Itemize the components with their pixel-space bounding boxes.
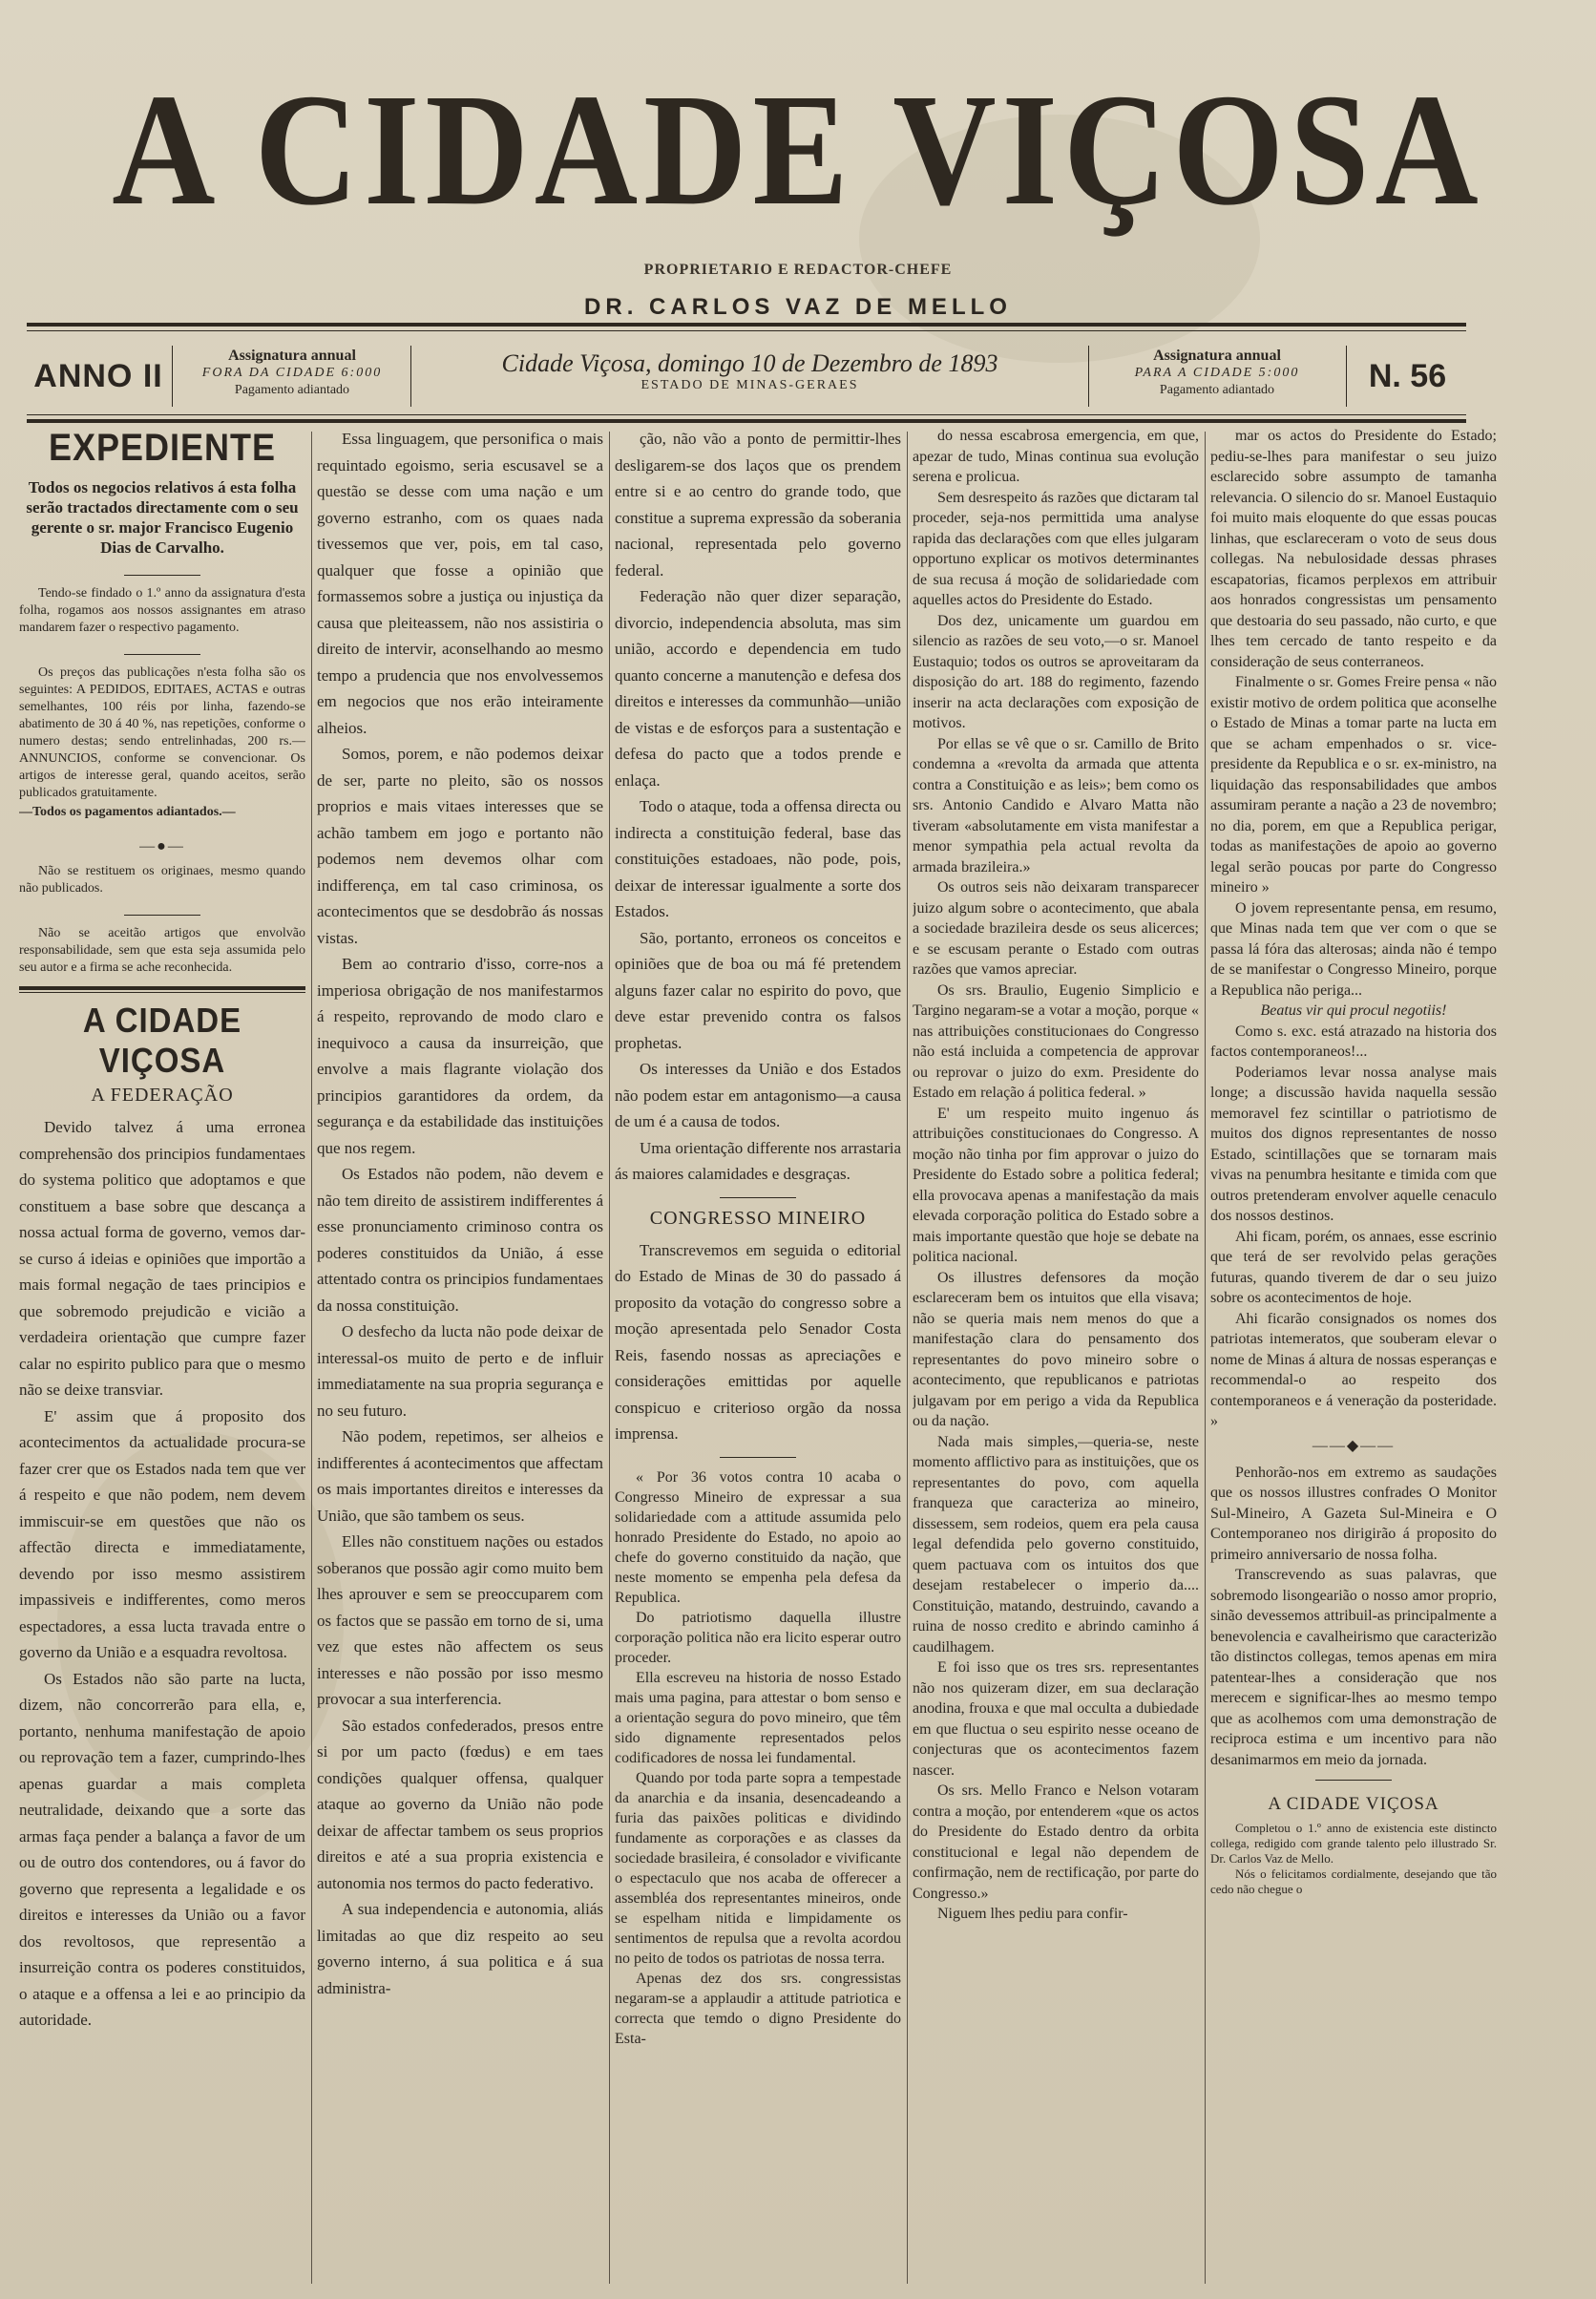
dateline xyxy=(413,342,1086,411)
subscription-outside-title: Assignatura annual xyxy=(228,348,356,364)
article-paragraph: São estados confederados, presos entre si por um pacto (fœdus) e em taes condições qualquer offensa, qualquer ataque ao governo da União não pode deixar de affectar tambem os seus proprios direitos e até a sua propria existencia e autonomia nos termos do pacto federativo. xyxy=(317,1716,603,1892)
column-4 xyxy=(913,426,1199,2288)
expediente-articles: Não se aceitão artigos que envolvão responsabilidade, sem que esta seja assumida pelo seu autor e a firma se ache reconhecida. xyxy=(19,926,305,975)
column-2 xyxy=(317,426,603,2288)
quoted-paragraph: Finalmente o sr. Gomes Freire pensa « não existir motivo de ordem politica que aconselhe o Estado de Minas a tomar parte na lucta em que se acham empenhados o sr. vice-presidente da Republica e o sr. ex-ministro, na liquidação das responsabilidades que ambos assumiram perante a nação a 23 de novembro; no dia, porem, em que a Republica perigar, todas as manifestações de apoio ao governo legal serão poucas por parte do Congresso mineiro » xyxy=(1210,674,1497,896)
masthead-editor: DR. CARLOS VAZ DE MELLO xyxy=(584,294,1012,320)
subscription-outside-price: FORA DA CIDADE 6:000 xyxy=(201,366,383,380)
quoted-paragraph: Nada mais simples,—queria-se, neste momento afflictivo para as instituições, que os representantes do povo, com aquella franqueza que caracteriza ao mineiro, dissessem, sem rodeios, quem era pela causa legal defendida pelo governo constituido, quem pactuava com os intuitos dos que desejam restabelecer o imperio da.... Constituição, matando, destruindo, cavando a ruina de nosso credito e abrindo caminho á caudilhagem. xyxy=(913,1433,1199,1656)
article-paragraph: Penhorão-nos em extremo as saudações que os nossos illustres confrades O Monitor Sul-Mineiro, A Gazeta Sul-Mineira e O Contemporaneo nos dirigirão á proposito do primeiro anniversario de nossa folha. xyxy=(1210,1464,1497,1563)
info-divider xyxy=(1088,346,1089,407)
article-paragraph: Transcrevendo as suas palavras, que sobremodo lisongearião o nosso amor proprio, sinão devessemos attribuil-as principalmente a benevolencia e cavalheirismo que caracterizão tão distinctos collegas, temos apenas em mira patentear-lhes a consideração que nos merecem e significar-lhes ao mesmo tempo que as acolhemos com uma demonstração de reciproca estima e um incentivo para não desanimarmos em meio da jornada. xyxy=(1210,1567,1497,1768)
header-rule-bottom xyxy=(27,419,1466,423)
header-rule-top xyxy=(27,323,1466,327)
dateline-state: ESTADO DE MINAS-GERAES xyxy=(640,378,859,392)
article-paragraph: A sua independencia e autonomia, aliás limitadas ao que diz respeito ao seu governo interno, á sua politica e á sua administra- xyxy=(317,1900,603,1997)
article-paragraph: São, portanto, erroneos os conceitos e opiniões que de boa ou má fé pretendem alguns fazer calar no espirito do povo, que deve estar prevenido contra os falsos prophetas. xyxy=(615,928,901,1052)
closing-paragraph: Completou o 1.º anno de existencia este distincto collega, redigido com grande talento pelo illustrado Sr. Dr. Carlos Vaz de Mello. xyxy=(1210,1821,1497,1866)
subscription-outside xyxy=(178,342,407,411)
quoted-paragraph: Ahi ficarão consignados os nomes dos patriotas intemeratos, que souberam elevar o nome de Minas á altura de nossas esperanças e recommendal-o ao respeito dos contemporaneos e á veneração da posteridade. » xyxy=(1210,1310,1497,1429)
quoted-paragraph: Do patriotismo daquella illustre corporação politica não era licito esperar outro proceder. xyxy=(615,1609,901,1666)
dateline-date: Cidade Viçosa, domingo 10 de Dezembro de 1893 xyxy=(501,349,998,377)
quoted-paragraph: O jovem representante pensa, em resumo, que Minas nada tem que ver com o que se passa lá fóra das alterosas; ainda não é tempo de se manifestar o Congresso Mineiro, porque a Republica não periga... xyxy=(1210,899,1497,999)
quoted-paragraph: Apenas dez dos srs. congressistas negaram-se a applaudir a attitude patriotica e correcta que temdo o digno Presidente do Esta- xyxy=(615,1970,901,2047)
quoted-paragraph: mar os actos do Presidente do Estado; pediu-se-lhes para manifestar o seu juizo esclarecido sobre assumpto de tamanha relevancia. O silencio do sr. Manoel Eustaquio foi muito mais eloquente do que essas poucas linhas, que esclareceram o voto de seus dous collegas. Na nebulosidade dessas phrases escapatorias, ficamos perplexos em attribuir aos honrados congressistas um pensamento que destoaria do seu passado, não curto, e que lhes tem cercado de tanto respeito e da consideração de seus conterraneos. xyxy=(1210,428,1497,670)
article-paragraph: Uma orientação differente nos arrastaria ás maiores calamidades e desgraças. xyxy=(615,1138,901,1183)
article-paragraph: Essa linguagem, que personifica o mais requintado egoismo, seria escusavel se a questão se desse com uma nação e um governo estranho, com os quaes nada tivessemos que ver, pois, em tal caso, qualquer que fosse a opinião que formassemos sobre a justiça ou injustiça da causa que pleiteassem, não nos assistiria o direito de intervir, aconselhando ao mesmo tempo a prudencia que nos envolvessemos em negocios que nos erão inteiramente alheios. xyxy=(317,430,603,737)
quoted-paragraph: Os illustres defensores da moção esclareceram bem os intuitos que ella visava; não se queria mais nem menos do que a manifestação clara do pensamento dos representantes do povo mineiro sobre o acontecimento, que republicanos e patriotas julgavam por em perigo a vida da Republica ou da nação. xyxy=(913,1269,1199,1429)
column-1 xyxy=(19,426,305,2288)
quoted-paragraph: Os outros seis não deixaram transparecer juizo algum sobre o acontecimento, que abala a sociedade brazileira desde os seus alicerces; e se escusam perante o Estado com outras razões que vamos apreciar. xyxy=(913,879,1199,978)
header-rule-bottom-thin xyxy=(27,414,1466,415)
column-3 xyxy=(615,426,901,2288)
article-paragraph: Elles não constituem nações ou estados soberanos que possão agir como muito bem lhes aprouver e sem se preoccuparem com os factos que se passão em torno de si, uma vez que estes não affectem os seus interesses e não possão por isso mesmo provocar a sua interferencia. xyxy=(317,1532,603,1708)
article-paragraph: Os Estados não são parte na lucta, dizem, não concorrerão para ella, e, portanto, nenhuma manifestação de apoio ou reprovação tem a fazer, cumprindo-lhes apenas guardar a mais completa neutralidade, deixando que a sorte das armas faça pender a balança a favor de um ou de outro dos contendores, ou á favor do governo que representa a legalidade e os direitos e interesses da União ou a favor dos revoltosos, que representão a insurreição contra os poderes constituidos, o ataque e a offensa a lei e ao principio da autoridade. xyxy=(19,1669,305,2029)
quoted-paragraph: Ahi ficam, porém, os annaes, esse escrinio que terá de ser revolvido pelas gerações futuras, quando tiverem de dar o seu juizo sobre os acontecimentos de hoje. xyxy=(1210,1228,1497,1306)
columns xyxy=(19,426,1497,2288)
quoted-paragraph: Os srs. Braulio, Eugenio Simplicio e Targino negaram-se a votar a moção, porque « nas attribuições constitucionaes do Congresso não está incluida a competencia de approvar ou reprovar o juizo do exm. Presidente do Estado em relação á politica federal. » xyxy=(913,981,1199,1101)
closing-paragraph: Nós o felicitamos cordialmente, desejando que tão cedo não chegue o xyxy=(1210,1867,1497,1896)
expediente-heading: EXPEDIENTE xyxy=(48,426,277,469)
quoted-paragraph: Poderiamos levar nossa analyse mais longe; a discussão havida naquella sessão memoravel fez scintillar o patriotismo de muitos dos dignos representantes de nosso Estado, scintillações que se tornaram mais vivas na penumbra hesitante e timida com que outros pretenderam envolver aquelle cenaculo dos nossos destinos. xyxy=(1210,1064,1497,1224)
article-paragraph: Somos, porem, e não podemos deixar de ser, parte no pleito, são os nossos proprios e mais vitaes interesses que se achão tambem em jogo e portanto não podemos nem devemos olhar com indifferença, em tal caso criminosa, os acontecimentos que se desdobrão ás nossas vistas. xyxy=(317,745,603,947)
info-bar xyxy=(27,342,1466,411)
info-divider xyxy=(410,346,411,407)
divider xyxy=(1315,1780,1392,1781)
article-subhead-congresso: CONGRESSO MINEIRO xyxy=(649,1207,867,1229)
column-rule xyxy=(907,432,908,2284)
expediente-payments-text: —Todos os pagamentos adiantados.— xyxy=(19,805,236,819)
expediente-originals: Não se restituem os originaes, mesmo quando não publicados. xyxy=(19,864,305,896)
article-paragraph: Os Estados não podem, não devem e não tem direito de assistirem indifferentes á esse pronunciamento criminoso contra os poderes constituidos da União, á esse attentado contra os principios fundamentaes da nossa constituição. xyxy=(317,1165,603,1315)
article-paragraph: Não podem, repetimos, ser alheios e indifferentes á acontecimentos que affectam os mais importantes direitos e interesses da União, que são tambem os seus. xyxy=(317,1427,603,1525)
quoted-paragraph: Sem desrespeito ás razões que dictaram tal proceder, seja-nos permittida uma analyse rapida das declarações com que elles julgaram opportuno explicar os motivos determinantes de sua recusa á moção de solidariedade com aquelles actos do Presidente do Estado. xyxy=(913,489,1199,608)
article-paragraph: E' assim que á proposito dos acontecimentos da actualidade procura-se fazer crer que os Estados nada tem que ver á respeito e que não podem, nem devem immiscuir-se em questões que não os affectão directa e immediatamente, devendo por isso mesmo assistirem impassiveis e indifferentes, como meros espectadores, a essa lucta travada entre o governo da União e a esquadra revoltosa. xyxy=(19,1406,305,1661)
issue-number: N. 56 xyxy=(1368,358,1447,394)
quoted-paragraph: Niguem lhes pediu para confir- xyxy=(937,1906,1128,1922)
masthead-subtitle: PROPRIETARIO E REDACTOR-CHEFE xyxy=(643,262,953,278)
quoted-paragraph: Quando por toda parte sopra a tempestade da anarchia e da insania, desencadeando a furia das paixões politicas e dividindo fundamente as corporações e as classes da sociedade brasileira, é consolador e vivificante o espectaculo que nos acaba de offerecer a assembléa dos representantes mineiros, onde se espelham nitida e limpidamente os sentimentos de repulsa que a revolta acordou no peito de todos os patriotas de nossa terra. xyxy=(615,1769,901,1967)
quoted-paragraph: E foi isso que os tres srs. representantes não nos quizeram dizer, em sua declaração anodina, frouxa e que mal occulta a dubiedade em que fluctua o seu espirito nesse oceano de conjecturas que os acontecimentos fazem nascer. xyxy=(913,1659,1199,1779)
quoted-paragraph: E' um respeito muito ingenuo ás attribuições constitucionaes do Congresso. A moção não tinha por fim approvar o juizo do Presidente do Estado sobre a politica federal; ella provocava apenas a manifestação da mais elevada corporação politica do Estado sobre a mais importante questão que hoje se debate na politica nacional. xyxy=(913,1105,1199,1265)
quoted-paragraph: Os srs. Mello Franco e Nelson votaram contra a moção, por entenderem «que os actos do Presidente do Estado dentro da orbita constitucional e legal não dependem de confirmação, nem de rectificação, por parte do Congresso.» xyxy=(913,1782,1199,1902)
article-paragraph: Os interesses da União e dos Estados não podem estar em antagonismo—a causa de um é a causa de todos. xyxy=(615,1060,901,1130)
column-5 xyxy=(1210,426,1497,2288)
article-paragraph: O desfecho da lucta não pode deixar de interessal-os muito de perto e de influir immediatamente na sua propria segurança e no seu futuro. xyxy=(317,1322,603,1420)
divider xyxy=(720,1197,796,1198)
column-rule xyxy=(609,432,610,2284)
divider xyxy=(124,915,200,916)
section-rule-thin xyxy=(19,992,305,993)
subscription-city-price: PARA A CIDADE 5:000 xyxy=(1134,366,1300,380)
expediente-prices: Os preços das publicações n'esta folha são os seguintes: A PEDIDOS, EDITAES, ACTAS e outras semelhantes, 100 réis por linha, fazendo-se abatimento de 30 á 40 %, nas repetições, conforme o numero destas; sendo entrelinhadas, 200 rs.—ANNUNCIOS, conforme se convencionar. Os artigos de interesse geral, quando aceitos, serão publicados gratuitamente. xyxy=(19,665,305,800)
subscription-city-title: Assignatura annual xyxy=(1153,348,1281,364)
quoted-paragraph: Ella escreveu na historia de nosso Estado mais uma pagina, para attestar o bom senso e a orientação segura do povo mineiro, que têm sido dignamente representados pelos codificadores de nossa lei fundamental. xyxy=(615,1669,901,1766)
quoted-paragraph: Por ellas se vê que o sr. Camillo de Brito condemna a «revolta da armada que attenta contra a Constituição e as leis»; bem como os srs. Antonio Candido e Alvaro Matta não tiveram «absolutamente em vista manifestar a menor sympathia pela actual revolta da armada brazileira.» xyxy=(913,735,1199,875)
subscription-city xyxy=(1092,342,1342,411)
ornament: ——◆—— xyxy=(1312,1437,1396,1454)
info-divider xyxy=(172,346,173,407)
subscription-outside-note: Pagamento adiantado xyxy=(234,383,350,397)
expediente-payments xyxy=(19,804,305,821)
article-paragraph: ção, não vão a ponto de permittir-lhes desligarem-se dos laços que os prendem entre si e ao centro do grande todo, que constitue a suprema expressão da soberania nacional, representada pelo governo federal. xyxy=(615,430,901,580)
article-paragraph: Transcrevemos em seguida o editorial do Estado de Minas de 30 do passado á proposito da votação do congresso sobre a moção apresentada pelo Senador Costa Reis, fasendo nossas as apreciações e considerações emittidas por aquelle conspicuo e criterioso orgão da nossa imprensa. xyxy=(615,1240,901,1443)
header-rule-top-thin xyxy=(27,330,1466,331)
expediente-notice: Todos os negocios relativos á esta folha serão tractados directamente com o seu gerente o sr. major Francisco Eugenio Dias de Carvalho. xyxy=(26,478,299,557)
ornament: —●— xyxy=(139,838,185,854)
quoted-paragraph: do nessa escabrosa emergencia, em que, apezar de tudo, Minas continua sua evolução serena e prolicua. xyxy=(913,428,1199,485)
divider xyxy=(124,654,200,655)
section-signature-heading: A CIDADE VIÇOSA xyxy=(1268,1794,1439,1814)
section-heading: A CIDADE VIÇOSA xyxy=(82,1001,242,1080)
article-paragraph: Federação não quer dizer separação, divorcio, independencia absoluta, mas sim união, accordo e dependencia em tudo quanto concerne a manutenção e defesa dos direitos e interesses da communhão—união de vistas e de esforços para a sustentação e defesa do pacto que a todos prende e enlaça. xyxy=(615,587,901,790)
masthead-title: A CIDADE VIÇOSA xyxy=(112,61,1484,239)
quoted-editorial xyxy=(615,1467,901,2049)
divider xyxy=(124,575,200,576)
quoted-paragraph: « Por 36 votos contra 10 acaba o Congresso Mineiro de expressar a sua solidariedade com a attitude assumida pelo honrado Presidente do Estado, no apoio ao chefe do governo constituido da nação, que neste momento se empenha pela defesa da Republica. xyxy=(615,1468,901,1606)
latin-quote: Beatus vir qui procul negotiis! xyxy=(1260,1002,1447,1019)
article-paragraph: Devido talvez á uma erronea comprehensão dos principios fundamentaes do systema politico que adoptamos e que constituem a base sobre que descança a nossa actual forma de governo, vemos dar-se curso á ideias e opiniões que importão a mais formal negação de taes principios e que sobremodo prejudicão e vicião a verdadeira orientação que cumpre fazer calar no espirito publico para que o mesmo não se deixe transviar. xyxy=(19,1118,305,1399)
expediente-note: Tendo-se findado o 1.º anno da assignatura d'esta folha, rogamos aos nossos assignantes em atraso mandarem fazer o respectivo pagamento. xyxy=(19,586,305,635)
subscription-city-note: Pagamento adiantado xyxy=(1159,383,1275,397)
article-subhead-federacao: A FEDERAÇÃO xyxy=(91,1085,234,1106)
article-paragraph: Todo o ataque, toda a offensa directa ou indirecta a constituição federal, base das constituições estadoaes, não pode, pois, deixar de interessar igualmente a sorte dos Estados. xyxy=(615,797,901,920)
issue-year: ANNO II xyxy=(33,358,163,394)
column-rule xyxy=(311,432,312,2284)
column-rule xyxy=(1205,432,1206,2284)
article-paragraph: Bem ao contrario d'isso, corre-nos a imperiosa obrigação de nos manifestarmos á respeito, reprovando de modo claro e inequivoco a causa da insurreição, que envolve a mais flagrante violação dos principios garantidores da ordem, da segurança e da estabilidade das instituições que nos regem. xyxy=(317,955,603,1157)
info-divider xyxy=(1346,346,1347,407)
section-rule xyxy=(19,986,305,990)
quoted-paragraph: Dos dez, unicamente um guardou em silencio as razões de seu voto,—o sr. Manoel Eustaquio; todos os outros se aproveitaram da disposição do art. 188 do regimento, fazendo inserir na acta declarações com exposição de motivos. xyxy=(913,612,1199,731)
quoted-paragraph: Como s. exc. está atrazado na historia dos factos contemporaneos!... xyxy=(1210,1023,1497,1060)
divider xyxy=(720,1457,796,1458)
